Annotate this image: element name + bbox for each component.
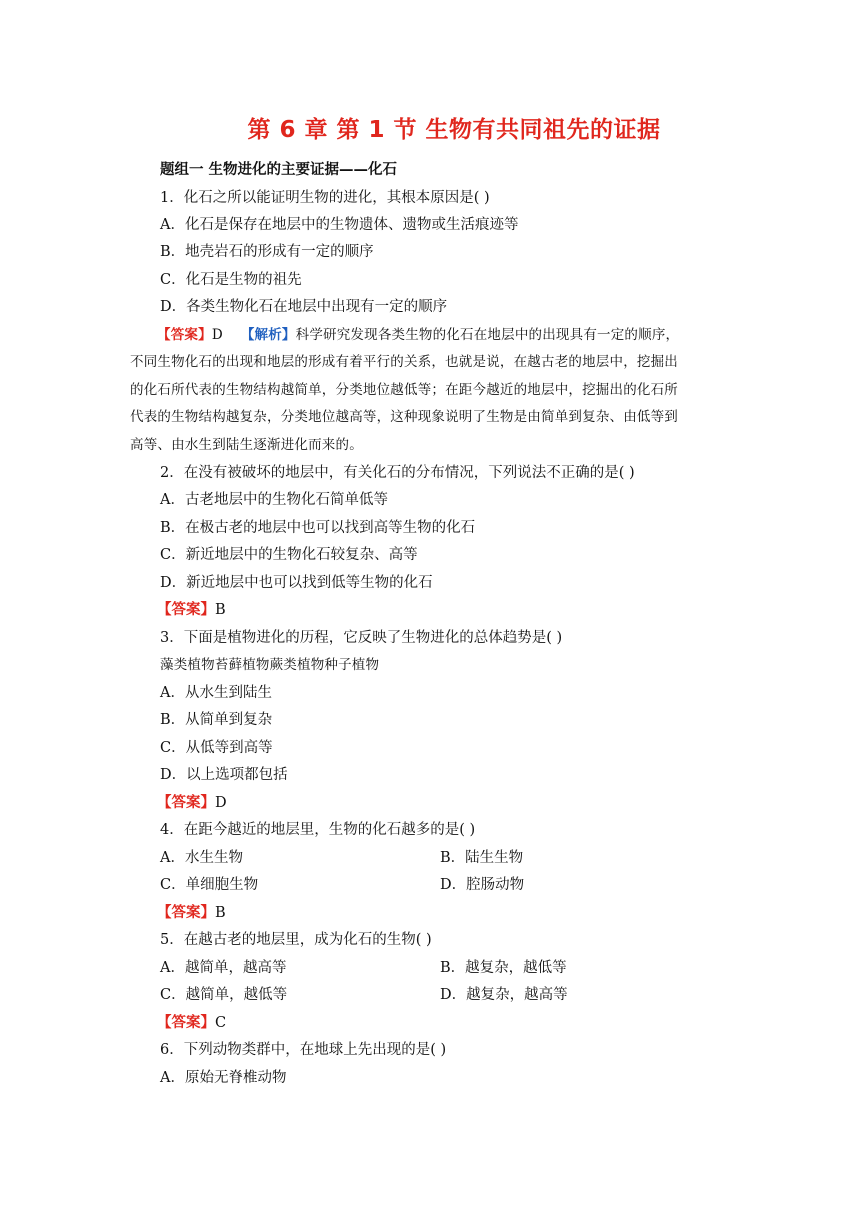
q1-answer bbox=[157, 325, 679, 345]
q3-option-c: C．从低等到高等 bbox=[160, 740, 273, 756]
q2-option-b: B．在极古老的地层中也可以找到高等生物的化石 bbox=[160, 520, 476, 536]
q1-option-c: C．化石是生物的祖先 bbox=[160, 272, 302, 288]
page-title: 第 6 章 第 1 节 生物有共同祖先的证据 bbox=[247, 117, 661, 143]
q3-option-b: B．从简单到复杂 bbox=[160, 712, 273, 728]
q1-stem: 1．化石之所以能证明生物的进化，其根本原因是( ) bbox=[160, 190, 490, 206]
q2-stem: 2．在没有被破坏的地层中，有关化石的分布情况，下列说法不正确的是( ) bbox=[160, 465, 635, 481]
q2-option-c: C．新近地层中的生物化石较复杂、高等 bbox=[160, 547, 418, 563]
q3-option-d: D．以上选项都包括 bbox=[160, 767, 288, 783]
answer-tag: 【答案】 bbox=[157, 795, 215, 811]
answer-value: D bbox=[211, 327, 223, 343]
q5-option-d: D．越复杂，越高等 bbox=[440, 987, 568, 1003]
q5-option-a: A．越简单，越高等 bbox=[160, 960, 287, 976]
q6-stem: 6．下列动物类群中，在地球上先出现的是( ) bbox=[160, 1042, 447, 1058]
q5-option-c: C．越简单，越低等 bbox=[160, 987, 288, 1003]
q5-option-b: B．越复杂，越低等 bbox=[440, 960, 567, 976]
q4-option-a: A．水生生物 bbox=[160, 850, 243, 866]
q5-stem: 5．在越古老的地层里，成为化石的生物( ) bbox=[160, 932, 432, 948]
q1-option-a: A．化石是保存在地层中的生物遗体、遗物或生活痕迹等 bbox=[160, 217, 519, 233]
q1-option-b: B．地壳岩石的形成有一定的顺序 bbox=[160, 244, 374, 260]
q5-answer bbox=[157, 1013, 226, 1033]
explain-line-2: 不同生物化石的出现和地层的形成有着平行的关系，也就是说，在越古老的地层中，挖掘出 bbox=[130, 354, 678, 370]
group-heading: 题组一 生物进化的主要证据——化石 bbox=[160, 162, 398, 178]
answer-tag: 【答案】 bbox=[157, 1015, 215, 1031]
explain-tag: 【解析】 bbox=[240, 327, 296, 343]
q2-option-d: D．新近地层中也可以找到低等生物的化石 bbox=[160, 575, 433, 591]
answer-value: D bbox=[215, 795, 227, 811]
explain-line-4: 代表的生物结构越复杂，分类地位越高等，这种现象说明了生物是由简单到复杂、由低等到 bbox=[130, 409, 678, 425]
answer-value: B bbox=[215, 905, 226, 921]
explain-line-1: 科学研究发现各类生物的化石在地层中的出现具有一定的顺序， bbox=[295, 327, 680, 343]
explain-line-5: 高等、由水生到陆生逐渐进化而来的。 bbox=[130, 437, 363, 453]
q2-answer bbox=[157, 600, 226, 620]
q3-answer bbox=[157, 793, 227, 813]
q3-stem: 3．下面是植物进化的历程，它反映了生物进化的总体趋势是( ) bbox=[160, 630, 563, 646]
answer-tag: 【答案】 bbox=[157, 602, 215, 618]
answer-value: C bbox=[215, 1015, 227, 1031]
q6-option-a: A．原始无脊椎动物 bbox=[160, 1070, 287, 1086]
q1-option-d: D．各类生物化石在地层中出现有一定的顺序 bbox=[160, 299, 448, 315]
q2-option-a: A．古老地层中的生物化石简单低等 bbox=[160, 492, 388, 508]
q4-stem: 4．在距今越近的地层里，生物的化石越多的是( ) bbox=[160, 822, 476, 838]
q4-option-b: B．陆生生物 bbox=[440, 850, 524, 866]
explain-line-3: 的化石所代表的生物结构越简单，分类地位越低等；在距今越近的地层中，挖掘出的化石所 bbox=[130, 382, 678, 398]
q3-option-a: A．从水生到陆生 bbox=[160, 685, 272, 701]
answer-tag: 【答案】 bbox=[157, 327, 212, 343]
answer-tag: 【答案】 bbox=[157, 905, 215, 921]
q4-answer bbox=[157, 903, 226, 923]
q4-option-c: C．单细胞生物 bbox=[160, 877, 259, 893]
q3-sequence: 藻类植物苔藓植物蕨类植物种子植物 bbox=[160, 657, 380, 673]
q4-option-d: D．腔肠动物 bbox=[440, 877, 525, 893]
answer-value: B bbox=[215, 602, 226, 618]
